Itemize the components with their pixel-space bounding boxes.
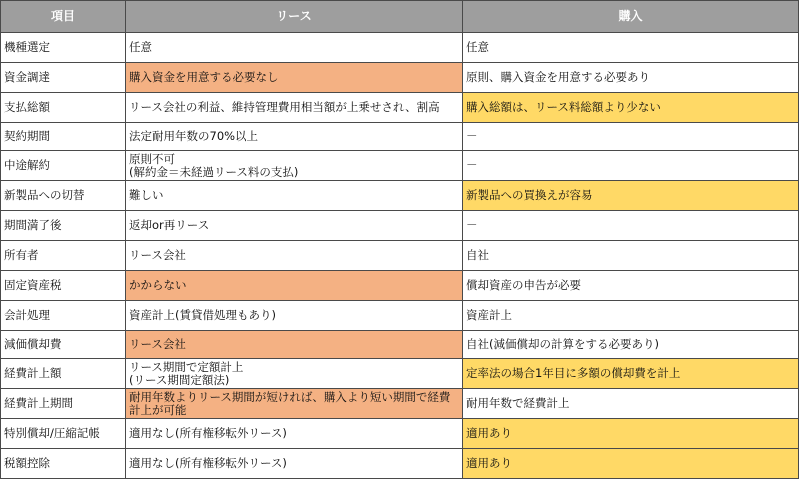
item-cell: 機種選定 (1, 33, 126, 63)
purchase-cell: 償却資産の申告が必要 (463, 271, 799, 301)
purchase-cell: 自社 (463, 241, 799, 271)
lease-cell: 原則不可 (解約金＝未経過リース料の支払) (126, 151, 463, 181)
purchase-cell: 耐用年数で経費計上 (463, 389, 799, 419)
lease-cell: リース会社の利益、維持管理費用相当額が上乗せされ、割高 (126, 93, 463, 123)
purchase-cell: 購入総額は、リース料総額より少ない (463, 93, 799, 123)
item-cell: 支払総額 (1, 93, 126, 123)
table-row (1, 123, 799, 151)
purchase-cell: 定率法の場合1年目に多額の償却費を計上 (463, 359, 799, 389)
lease-cell: 適用なし(所有権移転外リース) (126, 449, 463, 479)
item-cell: 新製品への切替 (1, 181, 126, 211)
table-row (1, 301, 799, 331)
purchase-cell: － (463, 123, 799, 151)
item-cell: 経費計上額 (1, 359, 126, 389)
table-row (1, 419, 799, 449)
purchase-cell: 適用あり (463, 449, 799, 479)
item-cell: 中途解約 (1, 151, 126, 181)
header-purchase: 購入 (463, 1, 799, 33)
purchase-cell: － (463, 211, 799, 241)
item-cell: 期間満了後 (1, 211, 126, 241)
purchase-cell: 新製品への買換えが容易 (463, 181, 799, 211)
item-cell: 契約期間 (1, 123, 126, 151)
table-row (1, 389, 799, 419)
lease-cell: 返却or再リース (126, 211, 463, 241)
table-row (1, 211, 799, 241)
table-row (1, 181, 799, 211)
table-row (1, 331, 799, 359)
table-row (1, 63, 799, 93)
purchase-cell: － (463, 151, 799, 181)
table-row (1, 93, 799, 123)
lease-cell: かからない (126, 271, 463, 301)
lease-cell: リース期間で定額計上 (リース期間定額法) (126, 359, 463, 389)
table-row (1, 151, 799, 181)
header-item: 項目 (1, 1, 126, 33)
header-row (1, 1, 799, 33)
header-lease: リース (126, 1, 463, 33)
table-row (1, 359, 799, 389)
lease-cell: リース会社 (126, 241, 463, 271)
lease-cell: 任意 (126, 33, 463, 63)
lease-cell: 資産計上(賃貸借処理もあり) (126, 301, 463, 331)
lease-cell: 購入資金を用意する必要なし (126, 63, 463, 93)
purchase-cell: 原則、購入資金を用意する必要あり (463, 63, 799, 93)
item-cell: 経費計上期間 (1, 389, 126, 419)
purchase-cell: 適用あり (463, 419, 799, 449)
lease-cell: 法定耐用年数の70%以上 (126, 123, 463, 151)
item-cell: 特別償却/圧縮記帳 (1, 419, 126, 449)
lease-cell: 難しい (126, 181, 463, 211)
item-cell: 会計処理 (1, 301, 126, 331)
lease-cell: 適用なし(所有権移転外リース) (126, 419, 463, 449)
purchase-cell: 自社(減価償却の計算をする必要あり) (463, 331, 799, 359)
lease-cell: リース会社 (126, 331, 463, 359)
lease-cell: 耐用年数よりリース期間が短ければ、購入より短い期間で経費計上が可能 (126, 389, 463, 419)
purchase-cell: 資産計上 (463, 301, 799, 331)
table-row (1, 241, 799, 271)
item-cell: 減価償却費 (1, 331, 126, 359)
item-cell: 所有者 (1, 241, 126, 271)
item-cell: 固定資産税 (1, 271, 126, 301)
table-row (1, 33, 799, 63)
table-row (1, 449, 799, 479)
item-cell: 税額控除 (1, 449, 126, 479)
purchase-cell: 任意 (463, 33, 799, 63)
table-row (1, 271, 799, 301)
item-cell: 資金調達 (1, 63, 126, 93)
